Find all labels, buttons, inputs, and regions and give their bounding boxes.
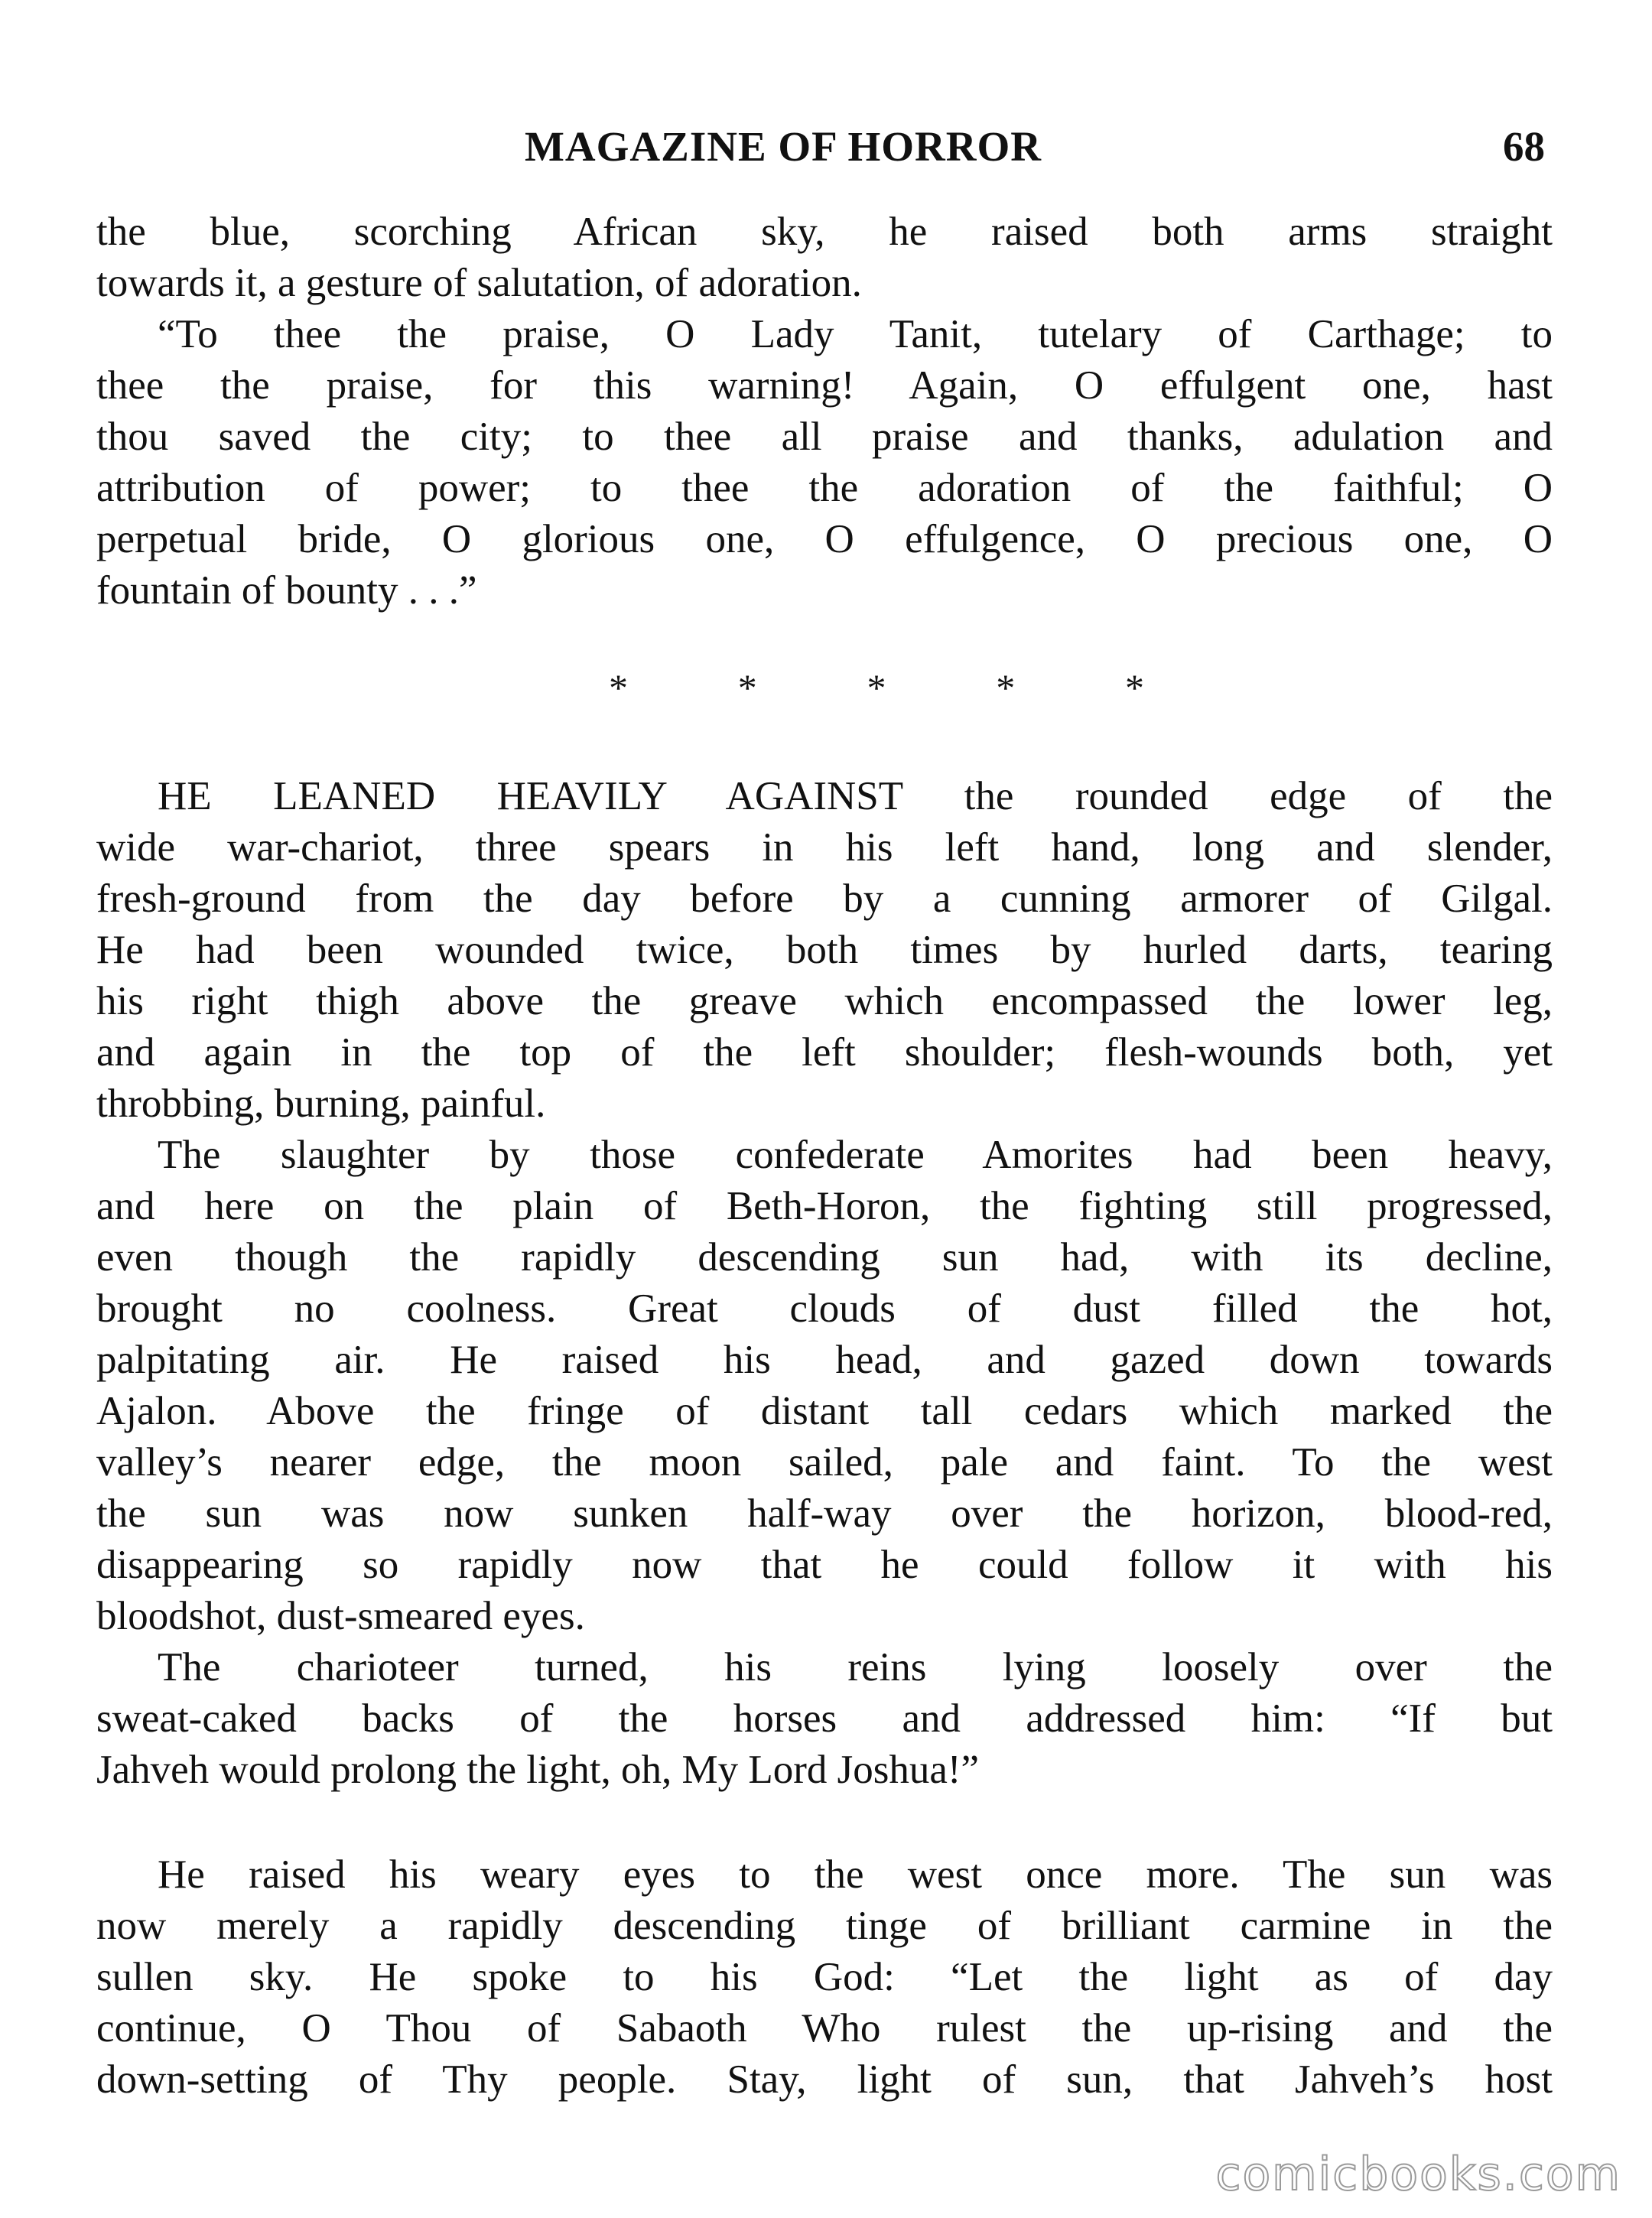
asterisk: * [609,666,628,709]
asterisk: * [737,666,757,709]
book-page [96,0,1553,2218]
asterisk: * [867,666,886,709]
text-line: towards it, a gesture of salutation, of adoration. [96,261,862,305]
paragraph-1 [96,207,1553,309]
magazine-title: MAGAZINE OF HORROR [525,123,1042,170]
text-line: bloodshot, dust-smeared eyes. [96,1594,585,1638]
paragraph-3 [96,771,1553,1130]
text-line: Jahveh would prolong the light, oh, My Lord Joshua!” [96,1748,980,1792]
section-separator [609,665,1144,710]
text-line: He had been wounded twice, both times by hurled darts, tearing [96,928,1553,972]
watermark-logo: comicbooks.com [1215,2148,1621,2201]
text-line: The slaughter by those confederate Amorites had been heavy, [158,1133,1553,1177]
text-line: thou saved the city; to thee all praise and thanks, adulation and [96,415,1553,459]
text-line: wide war-chariot, three spears in his left hand, long and slender, [96,825,1553,870]
text-line: sweat-caked backs of the horses and addressed him: “If but [96,1696,1553,1741]
text-line: and again in the top of the left shoulder; flesh-wounds both, yet [96,1030,1553,1075]
text-line: disappearing so rapidly now that he could follow it with his [96,1543,1553,1587]
asterisk: * [1125,666,1144,709]
paragraph-2 [96,309,1553,616]
text-line: now merely a rapidly descending tinge of brilliant carmine in the [96,1904,1553,1948]
text-line: attribution of power; to thee the adoration of the faithful; O [96,466,1553,510]
text-line: fountain of bounty . . .” [96,568,477,613]
text-line: fresh-ground from the day before by a cunning armorer of Gilgal. [96,876,1553,921]
text-line: down-setting of Thy people. Stay, light of sun, that Jahveh’s host [96,2057,1553,2102]
paragraph-5 [96,1642,1553,1796]
paragraph-4 [96,1130,1553,1642]
text-line: the sun was now sunken half-way over the horizon, blood-red, [96,1491,1553,1536]
paragraph-6 [96,1849,1553,2106]
text-line: perpetual bride, O glorious one, O effulgence, O precious one, O [96,517,1553,561]
text-line: his right thigh above the greave which encompassed the lower leg, [96,979,1553,1023]
text-line: brought no coolness. Great clouds of dust filled the hot, [96,1286,1553,1331]
text-line: The charioteer turned, his reins lying loosely over the [158,1645,1553,1690]
text-line: Ajalon. Above the fringe of distant tall cedars which marked the [96,1389,1553,1433]
text-line: He raised his weary eyes to the west once more. The sun was [158,1852,1553,1897]
page-number: 68 [1503,123,1545,170]
text-line: thee the praise, for this warning! Again, O effulgent one, hast [96,363,1553,408]
running-header [96,122,1553,176]
text-line: continue, O Thou of Sabaoth Who rulest the up-rising and the [96,2006,1553,2051]
text-line: the blue, scorching African sky, he raised both arms straight [96,210,1553,254]
text-line: sullen sky. He spoke to his God: “Let the light as of day [96,1955,1553,1999]
text-line: throbbing, burning, painful. [96,1081,546,1126]
text-line: valley’s nearer edge, the moon sailed, pale and faint. To the west [96,1440,1553,1485]
text-line: palpitating air. He raised his head, and gazed down towards [96,1338,1553,1382]
text-line: “To thee the praise, O Lady Tanit, tutelary of Carthage; to [158,312,1553,356]
asterisk: * [996,666,1016,709]
text-line: and here on the plain of Beth-Horon, the fighting still progressed, [96,1184,1553,1228]
text-line: even though the rapidly descending sun had, with its decline, [96,1235,1553,1280]
text-line: HE LEANED HEAVILY AGAINST the rounded edge of the [158,774,1553,818]
